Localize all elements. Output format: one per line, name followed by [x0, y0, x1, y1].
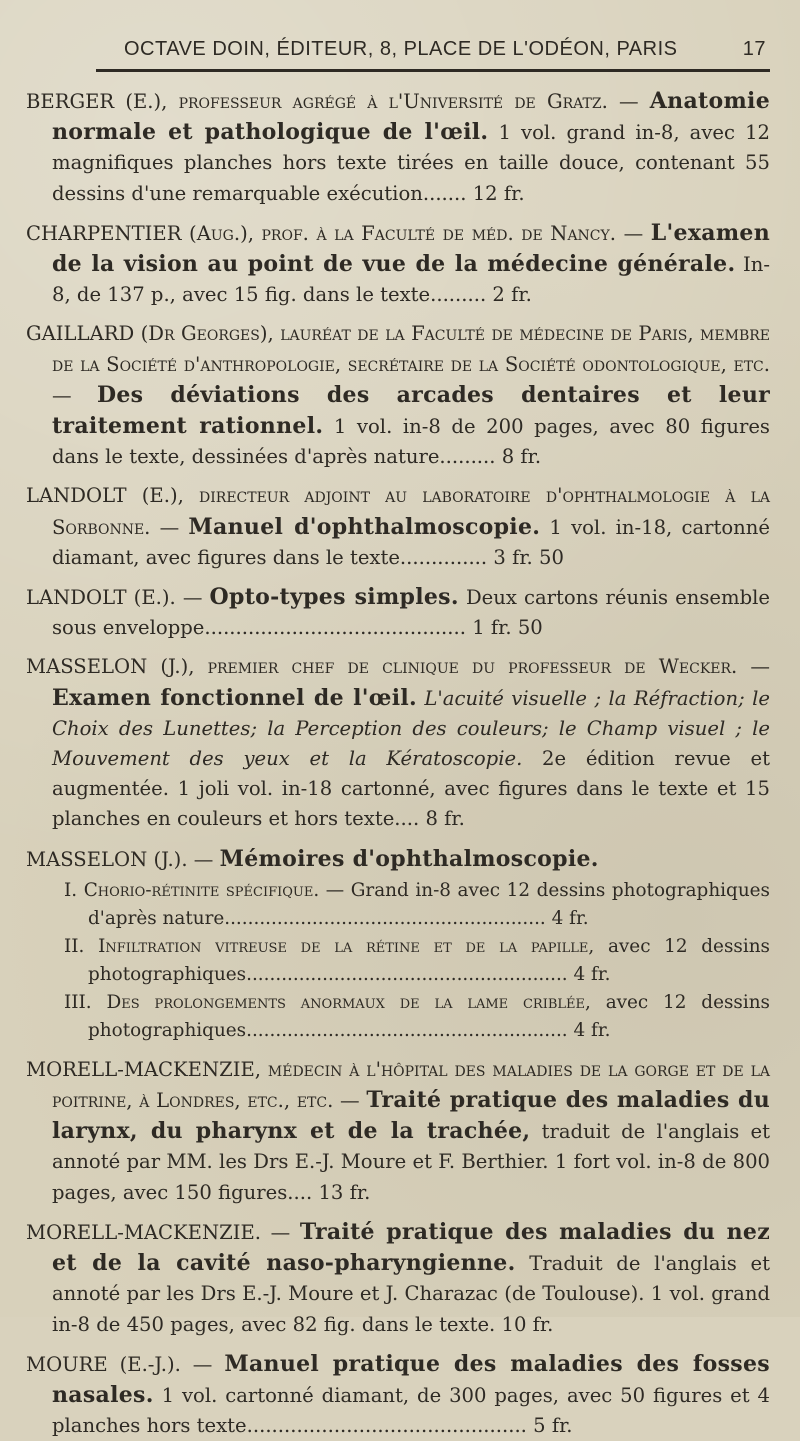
header-rule	[96, 69, 770, 72]
entry-title: Traité pratique des maladies du nez et de la cavité naso-pharyngienne.	[52, 1218, 770, 1277]
memoir-name: Infiltration vitreuse de la rétine et de la papille,	[98, 935, 595, 957]
entry-description: 1 vol. grand in-8, avec 12 magnifiques planches hors texte tirées en taille douce, contenant 55 dessins d'une remarquable exécution.......	[52, 121, 770, 205]
catalog-entry	[26, 1349, 770, 1441]
memoir-item	[26, 877, 770, 933]
catalog-entry	[26, 319, 770, 472]
catalog-entry	[26, 1217, 770, 1340]
entry-price: 12 fr.	[466, 181, 525, 205]
entry-title: Mémoires d'ophthalmoscopie.	[219, 845, 599, 872]
entry-title: Opto-types simples.	[209, 584, 459, 611]
entry-price: 1 fr. 50	[465, 616, 543, 640]
catalog-entry	[26, 844, 770, 875]
entry-author: LANDOLT (E.). —	[26, 586, 210, 610]
memoir-list	[26, 877, 770, 1045]
entry-price: 2 fr.	[486, 283, 532, 307]
catalog-entry	[26, 1055, 770, 1208]
entry-price: 3 fr. 50	[487, 545, 564, 569]
entry-price: 10 fr.	[495, 1312, 554, 1336]
entry-author: CHARPENTIER (Aug.), prof. à la Faculté de méd. de Nancy. —	[26, 221, 651, 245]
entry-title: Des déviations des arcades dentaires et leur traitement rationnel.	[52, 381, 771, 440]
entry-title: Traité pratique des maladies du larynx, du pharynx et de la trachée,	[52, 1087, 770, 1145]
entry-title: Manuel d'ophthalmoscopie.	[188, 513, 541, 540]
entry-description: traduit de l'anglais et annoté par MM. les Drs E.-J. Moure et F. Berthier. 1 fort vol. in-8 de 800 pages, avec 150 figures....	[52, 1120, 770, 1204]
entry-description: Traduit de l'anglais et annoté par les Drs E.-J. Moure et J. Charazac (de Toulouse). 1 vol. grand in-8 de 450 pages, avec 82 fig. dans le texte.	[52, 1252, 770, 1336]
memoir-price: 4 fr.	[567, 1019, 611, 1041]
memoir-number: III.	[64, 991, 107, 1013]
memoir-name: Des prolongements anormaux de la lame criblée,	[106, 991, 591, 1013]
entry-author: MASSELON (J.), premier chef de clinique du professeur de Wecker. —	[26, 655, 770, 679]
memoir-description: avec 12 dessins photographiques.......................................................	[88, 991, 770, 1041]
catalog-entry	[26, 86, 770, 209]
entry-price: 8 fr.	[495, 445, 542, 469]
memoir-description: — Grand in-8 avec 12 dessins photographiques d'après nature.......................................................	[88, 879, 770, 929]
entry-author: MOURE (E.-J.). —	[26, 1352, 225, 1376]
memoir-item	[26, 933, 770, 989]
catalog-entry	[26, 218, 770, 311]
memoir-name: Chorio-rétinite spécifique.	[83, 879, 320, 901]
entry-description: 2e édition revue et augmentée. 1 joli vol. in-18 cartonné, avec figures dans le texte et 15 planches en couleurs et hors texte....	[52, 747, 770, 831]
page-header	[26, 38, 770, 61]
catalog-entry	[26, 652, 770, 834]
page-number: 17	[742, 38, 766, 60]
entry-author: MORELL-MACKENZIE. —	[26, 1220, 300, 1244]
memoir-number: I.	[64, 879, 84, 901]
entry-author: MASSELON (J.). —	[26, 847, 220, 871]
entry-author: LANDOLT (E.), directeur adjoint au laboratoire d'ophthalmologie à la Sorbonne. —	[26, 484, 770, 539]
catalog-entry	[26, 481, 770, 573]
memoir-price: 4 fr.	[567, 963, 611, 985]
entry-description: 1 vol. cartonné diamant, de 300 pages, avec 50 figures et 4 planches hors texte.............................................	[52, 1383, 770, 1438]
memoir-price: 4 fr.	[545, 907, 589, 929]
entry-description: In-8, de 137 p., avec 15 fig. dans le texte.........	[52, 253, 770, 307]
entry-author: BERGER (E.), professeur agrégé à l'Université de Gratz. —	[26, 90, 650, 113]
entry-description: 1 vol. in-8 de 200 pages, avec 80 figures dans le texte, dessinées d'après nature.........	[52, 415, 770, 469]
entry-description: Deux cartons réunis ensemble sous enveloppe..........................................	[52, 586, 770, 640]
entry-title: L'examen de la vision au point de vue de la médecine générale.	[52, 219, 770, 278]
memoir-description: avec 12 dessins photographiques.......................................................	[88, 935, 770, 985]
memoir-item	[26, 989, 770, 1045]
entry-author: GAILLARD (Dr Georges), lauréat de la Faculté de médecine de Paris, membre de la Société d'anthropologie, secrétaire de la Société odontologique, etc. —	[26, 322, 770, 407]
memoir-number: II.	[64, 935, 99, 957]
catalog-entry	[26, 582, 770, 643]
entry-title: Manuel pratique des maladies des fosses nasales.	[52, 1350, 770, 1408]
entry-price: 5 fr.	[526, 1414, 573, 1438]
entry-title: Anatomie normale et pathologique de l'œil.	[52, 88, 770, 146]
entry-author: MORELL-MACKENZIE, médecin à l'hôpital des maladies de la gorge et de la poitrine, à Londres, etc., etc. —	[26, 1057, 770, 1113]
entry-price: 8 fr.	[419, 807, 465, 831]
entry-title: Examen fonctionnel de l'œil.	[52, 684, 417, 711]
publisher-line: OCTAVE DOIN, ÉDITEUR, 8, PLACE DE L'ODÉON, PARIS	[124, 38, 678, 60]
entry-price: 13 fr.	[312, 1180, 371, 1204]
entry-contents: L'acuité visuelle ; la Réfraction; le Choix des Lunettes; la Perception des couleurs; le Champ visuel ; le Mouvement des yeux et la Kératoscopie.	[52, 686, 770, 771]
entry-description: 1 vol. in-18, cartonné diamant, avec figures dans le texte..............	[52, 515, 770, 569]
